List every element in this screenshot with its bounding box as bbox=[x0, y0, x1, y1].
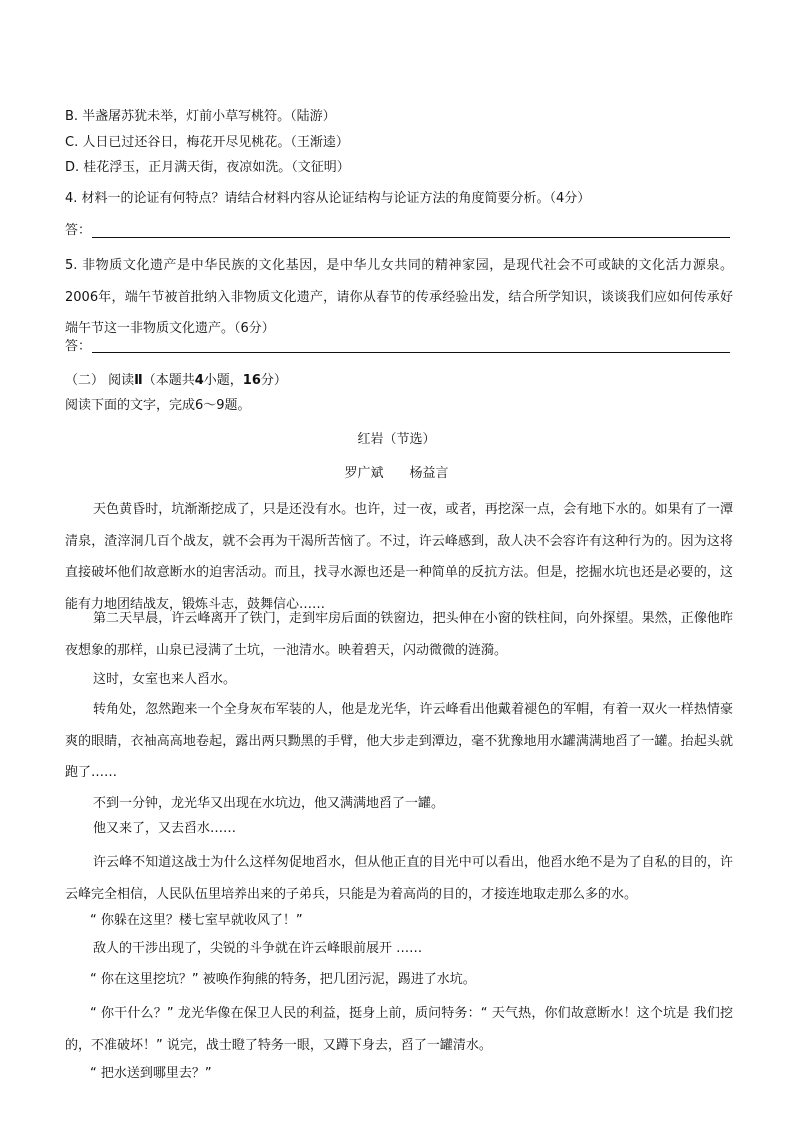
article-paragraph: 转角处，忽然跑来一个全身灰布军装的人，他是龙光华，许云峰看出他戴着褪色的军帽，有着一双火一样热情豪爽的眼睛，衣袖高高地卷起，露出两只黝黑的手臂，他大步走到潭边，毫不犹豫地用水罐满满地舀了一罐。抬起头就跑了…… bbox=[65, 702, 733, 780]
section-heading bbox=[65, 372, 287, 390]
question-5: 5. 非物质文化遗产是中华民族的文化基因，是中华儿女共同的精神家园，是现代社会不可或缺的文化活力源泉。2006年，端午节被首批纳入非物质文化遗产，请你从春节的传承经验出发，结合所学知识，谈谈我们应如何传承好端午节这一非物质文化遗产。（6分） bbox=[65, 258, 733, 336]
article-paragraph: “ 你在这里挖坑？” 被唤作狗熊的特务，把几团污泥，踢进了水坑。 bbox=[90, 972, 476, 987]
article-paragraph: 许云峰不知道这战士为什么这样匆促地舀水，但从他正直的目光中可以看出，他舀水绝不是为了自私的目的，许云峰完全相信，人民队伍里培养出来的子弟兵，只能是为着高尚的目的，才接连地取走那么多的水。 bbox=[65, 855, 733, 902]
section-numeral: Ⅱ bbox=[134, 373, 143, 388]
option-d: D. 桂花浮玉，正月满天街，夜凉如洗。（文征明） bbox=[65, 160, 350, 175]
section-instruction: 阅读下面的文字，完成6～9题。 bbox=[65, 398, 251, 413]
article-paragraph: “ 把水送到哪里去？” bbox=[90, 1066, 212, 1081]
q4-answer-label: 答： bbox=[65, 223, 92, 238]
article-paragraph: 第二天早晨，许云峰离开了铁门，走到牢房后面的铁窗边，把头伸在小窗的铁柱间，向外探望。果然，正像他昨夜想象的那样，山泉已浸满了土坑，一池清水。映着碧天，闪动微微的涟漪。 bbox=[65, 611, 733, 658]
section-score: 16 bbox=[242, 373, 261, 388]
section-mid1: （本题共 bbox=[142, 373, 195, 388]
article-paragraph: 他又来了，又去舀水…… bbox=[93, 821, 237, 836]
article-paragraph: 敌人的干涉出现了，尖锐的斗争就在许云峰眼前展开 …… bbox=[93, 941, 423, 956]
article-paragraph: “ 你干什么？” 龙光华像在保卫人民的利益，挺身上前，质问特务：“ 天气热，你们故意断水！这个坑是 我们挖的，不准破坏！” 说完，战士瞪了特务一眼，又蹲下身去，舀了一罐清水。 bbox=[65, 1006, 733, 1053]
article-paragraph: 不到一分钟，龙光华又出现在水坑边，他又满满地舀了一罐。 bbox=[93, 796, 445, 811]
article-paragraph: “ 你躲在这里？楼七室早就收风了！” bbox=[90, 913, 303, 928]
q5-answer-line[interactable] bbox=[92, 352, 730, 353]
article-title: 红岩（节选） bbox=[357, 432, 436, 447]
q4-answer-line[interactable] bbox=[92, 237, 730, 238]
section-count: 4 bbox=[194, 373, 204, 388]
article-paragraph: 这时，女室也来人舀水。 bbox=[93, 672, 237, 687]
section-prefix: （二） 阅读 bbox=[65, 373, 135, 388]
q5-answer-label: 答： bbox=[65, 339, 92, 354]
section-mid2: 小题， bbox=[203, 373, 243, 388]
article-paragraph: 天色黄昏时，坑渐渐挖成了，只是还没有水。也许，过一夜，或者，再挖深一点，会有地下水的。如果有了一潭清泉，渣滓洞几百个战友，就不会再为干渴所苦恼了。不过，许云峰感到，敌人决不会容许有这种行为的。因为这将直接破坏他们故意断水的迫害活动。而且，找寻水源也还是一种简单的反抗方法。但是，挖掘水坑也还是必要的，这能有力地团结战友，锻炼斗志，鼓舞信心…… bbox=[65, 502, 733, 612]
question-4: 4. 材料一的论证有何特点？请结合材料内容从论证结构与论证方法的角度简要分析。（4分） bbox=[65, 191, 591, 206]
option-c: C. 人日已过还谷日，梅花开尽见桃花。（王渐逵） bbox=[65, 135, 349, 150]
article-authors: 罗广斌 杨益言 bbox=[344, 466, 449, 481]
section-suffix: 分） bbox=[260, 373, 287, 388]
option-b: B. 半盏屠苏犹未举，灯前小草写桃符。（陆游） bbox=[65, 109, 336, 124]
